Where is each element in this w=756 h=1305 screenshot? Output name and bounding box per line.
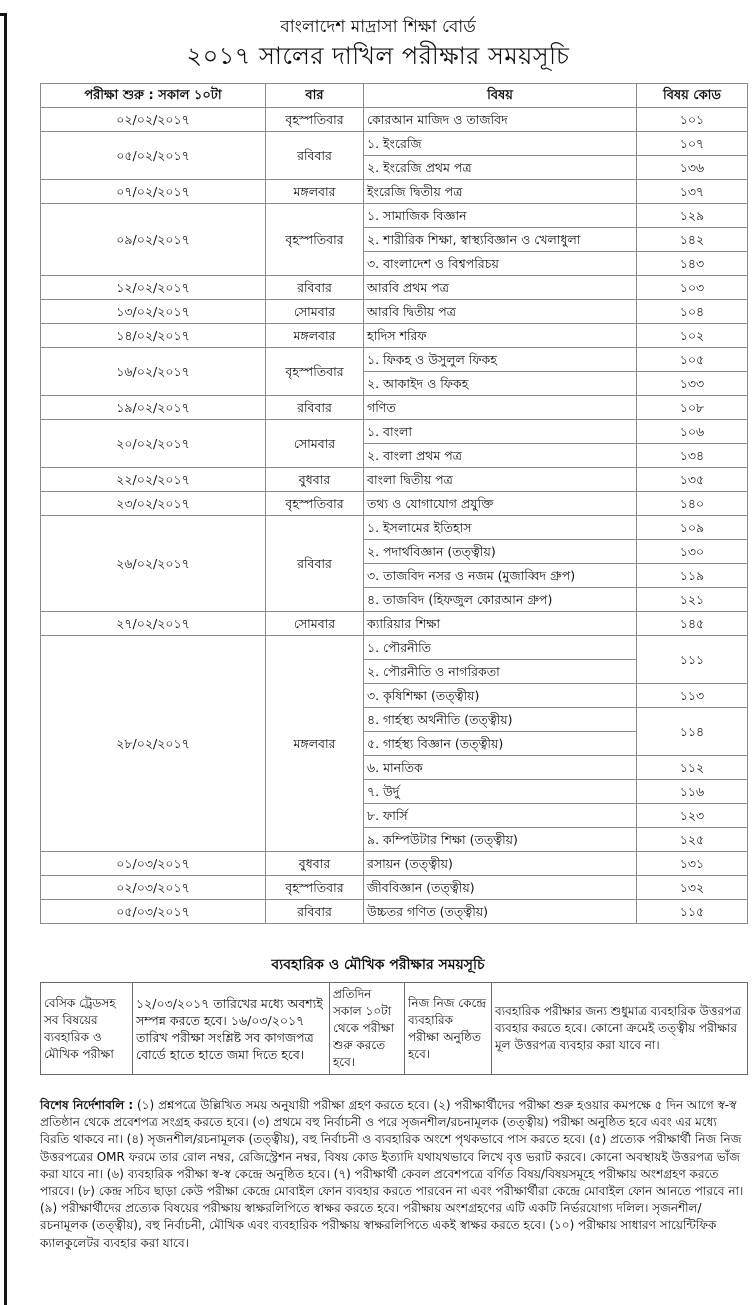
subject-name: আরবি দ্বিতীয় পত্র bbox=[364, 300, 637, 324]
table-row bbox=[41, 468, 748, 492]
practical-deadline: ১২/০৩/২০১৭ তারিখের মধ্যে অবশ্যই সম্পন্ন করতে হবে। ১৬/০৩/২০১৭ তারিখ পরীক্ষা সংশ্লিষ্ট সব কাগজপত্র বোর্ডে হাতে হাতে জমা দিতে হবে। bbox=[133, 983, 330, 1075]
exam-day: বৃহস্পতিবার bbox=[266, 876, 364, 900]
exam-date: ২৩/০২/২০১৭ bbox=[41, 492, 266, 516]
subject-code: ১২৯ bbox=[637, 204, 748, 228]
subject-name: ৪. গার্হস্থ্য অর্থনীতি (তত্ত্বীয়) bbox=[364, 708, 637, 732]
exam-date: ০৭/০২/২০১৭ bbox=[41, 180, 266, 204]
table-row bbox=[41, 396, 748, 420]
subject-name: ২. পদার্থবিজ্ঞান (তত্ত্বীয়) bbox=[364, 540, 637, 564]
exam-day: সোমবার bbox=[266, 300, 364, 324]
table-row bbox=[41, 636, 748, 660]
table-row bbox=[41, 612, 748, 636]
table-row bbox=[41, 420, 748, 444]
practical-start-time: প্রতিদিন সকাল ১০টা থেকে পরীক্ষা শুরু করতে হবে। bbox=[330, 983, 405, 1075]
practical-section-title: ব্যবহারিক ও মৌখিক পরীক্ষার সময়সূচি bbox=[271, 957, 485, 973]
subject-code: ১৩১ bbox=[637, 852, 748, 876]
exam-day: রবিবার bbox=[266, 516, 364, 612]
subject-name: ১. পৌরনীতি bbox=[364, 636, 637, 660]
subject-name: বাংলা দ্বিতীয় পত্র bbox=[364, 468, 637, 492]
exam-day: সোমবার bbox=[266, 612, 364, 636]
exam-day: বৃহস্পতিবার bbox=[266, 204, 364, 276]
subject-code: ১৩৫ bbox=[637, 468, 748, 492]
exam-date: ০২/০২/২০১৭ bbox=[41, 108, 266, 132]
subject-name: ১. বাংলা bbox=[364, 420, 637, 444]
exam-day: রবিবার bbox=[266, 396, 364, 420]
practical-venue: নিজ নিজ কেন্দ্রে ব্যবহারিক পরীক্ষা অনুষ্ঠিত হবে। bbox=[405, 983, 492, 1075]
subject-code: ১১৩ bbox=[637, 684, 748, 708]
table-row bbox=[41, 852, 748, 876]
subject-name: কোরআন মাজিদ ও তাজবিদ bbox=[364, 108, 637, 132]
exam-day: বুধবার bbox=[266, 468, 364, 492]
subject-code: ১০৪ bbox=[637, 300, 748, 324]
exam-date: ১৬/০২/২০১৭ bbox=[41, 348, 266, 396]
table-row bbox=[41, 876, 748, 900]
table-row bbox=[41, 132, 748, 156]
practical-row bbox=[41, 983, 748, 1075]
subject-name: ইংরেজি দ্বিতীয় পত্র bbox=[364, 180, 637, 204]
subject-code: ১৩৩ bbox=[637, 372, 748, 396]
subject-name: ১. ফিকহ ও উসুলুল ফিকহ bbox=[364, 348, 637, 372]
exam-day: রবিবার bbox=[266, 276, 364, 300]
subject-name: তথ্য ও যোগাযোগ প্রযুক্তি bbox=[364, 492, 637, 516]
exam-date: ২০/০২/২০১৭ bbox=[41, 420, 266, 468]
subject-name: ৪. তাজবিদ (হিফজুল কোরআন গ্রুপ) bbox=[364, 588, 637, 612]
practical-answer-sheet-rule: ব্যবহারিক পরীক্ষার জন্য শুধুমাত্র ব্যবহারিক উত্তরপত্র ব্যবহার করতে হবে। কোনো ক্রমেই তত্ত্বীয় পরীক্ষার মূল উত্তরপত্র ব্যবহার করা যাবে না। bbox=[492, 983, 748, 1075]
table-row bbox=[41, 492, 748, 516]
subject-name: উচ্চতর গণিত (তত্ত্বীয়) bbox=[364, 900, 637, 924]
subject-code: ১২১ bbox=[637, 588, 748, 612]
exam-day: রবিবার bbox=[266, 900, 364, 924]
exam-date: ০১/০৩/২০১৭ bbox=[41, 852, 266, 876]
subject-name: ৫. গার্হস্থ্য বিজ্ঞান (তত্ত্বীয়) bbox=[364, 732, 637, 756]
exam-date: ১৩/০২/২০১৭ bbox=[41, 300, 266, 324]
subject-code: ১২৩ bbox=[637, 804, 748, 828]
column-header-day: বার bbox=[266, 84, 364, 108]
subject-name: গণিত bbox=[364, 396, 637, 420]
subject-code: ১১৬ bbox=[637, 780, 748, 804]
table-row bbox=[41, 516, 748, 540]
exam-date: ১৯/০২/২০১৭ bbox=[41, 396, 266, 420]
board-name: বাংলাদেশ মাদ্রাসা শিক্ষা বোর্ড bbox=[280, 17, 476, 37]
subject-code: ১০২ bbox=[637, 324, 748, 348]
subject-code: ১০৮ bbox=[637, 396, 748, 420]
table-row bbox=[41, 108, 748, 132]
subject-code: ১৪৫ bbox=[637, 612, 748, 636]
table-row bbox=[41, 900, 748, 924]
subject-name: ৩. বাংলাদেশ ও বিশ্বপরিচয় bbox=[364, 252, 637, 276]
table-row bbox=[41, 180, 748, 204]
subject-name: ২. পৌরনীতি ও নাগরিকতা bbox=[364, 660, 637, 684]
subject-name: ২. আকাইদ ও ফিকহ bbox=[364, 372, 637, 396]
subject-name: জীববিজ্ঞান (তত্ত্বীয়) bbox=[364, 876, 637, 900]
subject-name: ১. সামাজিক বিজ্ঞান bbox=[364, 204, 637, 228]
exam-date: ০২/০৩/২০১৭ bbox=[41, 876, 266, 900]
subject-code: ১৩০ bbox=[637, 540, 748, 564]
subject-code: ১৪৩ bbox=[637, 252, 748, 276]
column-header-subject: বিষয় bbox=[364, 84, 637, 108]
exam-day: মঙ্গলবার bbox=[266, 180, 364, 204]
table-row bbox=[41, 276, 748, 300]
table-row bbox=[41, 348, 748, 372]
exam-day: বৃহস্পতিবার bbox=[266, 492, 364, 516]
subject-code: ১১২ bbox=[637, 756, 748, 780]
subject-code: ১১৪ bbox=[637, 708, 748, 756]
column-header-date: পরীক্ষা শুরু : সকাল ১০টা bbox=[41, 84, 266, 108]
table-row bbox=[41, 324, 748, 348]
subject-code: ১৩৬ bbox=[637, 156, 748, 180]
exam-date: ২৬/০২/২০১৭ bbox=[41, 516, 266, 612]
exam-date: ০৯/০২/২০১৭ bbox=[41, 204, 266, 276]
subject-code: ১০৩ bbox=[637, 276, 748, 300]
subject-name: হাদিস শরিফ bbox=[364, 324, 637, 348]
special-instructions bbox=[40, 1097, 747, 1252]
subject-name: আরবি প্রথম পত্র bbox=[364, 276, 637, 300]
practical-schedule-table bbox=[40, 982, 748, 1075]
subject-code: ১২৫ bbox=[637, 828, 748, 852]
exam-day: মঙ্গলবার bbox=[266, 636, 364, 852]
subject-code: ১৩২ bbox=[637, 876, 748, 900]
subject-code: ১৪০ bbox=[637, 492, 748, 516]
exam-date: ০৫/০২/২০১৭ bbox=[41, 132, 266, 180]
table-row bbox=[41, 204, 748, 228]
exam-schedule-table bbox=[40, 83, 748, 924]
subject-code: ১০৫ bbox=[637, 348, 748, 372]
subject-code: ১১৯ bbox=[637, 564, 748, 588]
exam-day: সোমবার bbox=[266, 420, 364, 468]
exam-day: বুধবার bbox=[266, 852, 364, 876]
subject-name: ২. শারীরিক শিক্ষা, স্বাস্থ্যবিজ্ঞান ও খেলাধুলা bbox=[364, 228, 637, 252]
exam-date: ১২/০২/২০১৭ bbox=[41, 276, 266, 300]
page-border-left bbox=[4, 13, 7, 1305]
subject-name: ৩. তাজবিদ নসর ও নজম (মুজাব্বিদ গ্রুপ) bbox=[364, 564, 637, 588]
special-instructions-body: (১) প্রশ্নপত্রে উল্লিখিত সময় অনুযায়ী পরীক্ষা গ্রহণ করতে হবে। (২) পরীক্ষার্থীদের পরীক্ষা শুরু হওয়ার কমপক্ষে ৫ দিন আগে স্ব-স্ব প্রতিষ্ঠান থেকে প্রবেশপত্র সংগ্রহ করতে হবে। (৩) প্রথমে বহু নির্বাচনী ও পরে সৃজনশীল/রচনামূলক (তত্ত্বীয়) পরীক্ষা অনুষ্ঠিত হবে এবং এর মধ্যে বিরতি থাকবে না। (৪) সৃজনশীল/রচনামূলক (তত্ত্বীয়), বহু নির্বাচনী ও ব্যবহারিক অংশে পৃথকভাবে পাস করতে হবে। (৫) প্রত্যেক পরীক্ষার্থী নিজ নিজ উত্তরপত্রের OMR ফরমে তার রোল নম্বর, রেজিস্ট্রেশন নম্বর, বিষয় কোড ইত্যাদি যথাযথভাবে লিখে বৃত্ত ভরাট করবে। কোনো অবস্থায়ই উত্তরপত্র ভাঁজ করা যাবে না। (৬) ব্যবহারিক পরীক্ষা স্ব-স্ব কেন্দ্রে অনুষ্ঠিত হবে। (৭) পরীক্ষার্থী কেবল প্রবেশপত্রে বর্ণিত বিষয়/বিষয়সমূহে পরীক্ষায় অংশগ্রহণ করতে পারবে। (৮) কেন্দ্র সচিব ছাড়া কেউ পরীক্ষা কেন্দ্রে মোবাইল ফোন ব্যবহার করতে পারবেন না এবং পরীক্ষার্থীরা কেন্দ্রে মোবাইল ফোন আনতে পারবে না। (৯) পরীক্ষার্থীদের প্রত্যেক বিষয়ের পরীক্ষায় স্বাক্ষরলিপিতে স্বাক্ষর করতে হবে। পরীক্ষায় অংশগ্রহণের এটি একটি নির্ভরযোগ্য দলিল। সৃজনশীল/রচনামূলক (তত্ত্বীয়), বহু নির্বাচনী, মৌখিক এবং ব্যবহারিক পরীক্ষায় স্বাক্ষরলিপিতে একই স্বাক্ষর করতে হবে। (১০) পরীক্ষায় সাধারণ সায়েন্টিফিক ক্যালকুলেটর ব্যবহার করা যাবে। bbox=[40, 1098, 744, 1250]
exam-date: ২৮/০২/২০১৭ bbox=[41, 636, 266, 852]
subject-name: ৮. ফার্সি bbox=[364, 804, 637, 828]
subject-name: ৩. কৃষিশিক্ষা (তত্ত্বীয়) bbox=[364, 684, 637, 708]
exam-date: ১৪/০২/২০১৭ bbox=[41, 324, 266, 348]
table-body bbox=[41, 108, 748, 924]
subject-name: রসায়ন (তত্ত্বীয়) bbox=[364, 852, 637, 876]
exam-date: ২৭/০২/২০১৭ bbox=[41, 612, 266, 636]
subject-code: ১৪২ bbox=[637, 228, 748, 252]
exam-date: ০৫/০৩/২০১৭ bbox=[41, 900, 266, 924]
exam-date: ২২/০২/২০১৭ bbox=[41, 468, 266, 492]
subject-code: ১০৯ bbox=[637, 516, 748, 540]
subject-code: ১১৫ bbox=[637, 900, 748, 924]
subject-code: ১৩৭ bbox=[637, 180, 748, 204]
practical-exam-type: বেসিক ট্রেডসহ সব বিষয়ের ব্যবহারিক ও মৌখিক পরীক্ষা bbox=[41, 983, 133, 1075]
column-header-code: বিষয় কোড bbox=[637, 84, 748, 108]
subject-code: ১০৭ bbox=[637, 132, 748, 156]
table-row bbox=[41, 300, 748, 324]
table-header-row bbox=[41, 84, 748, 108]
exam-day: মঙ্গলবার bbox=[266, 324, 364, 348]
subject-name: ২. বাংলা প্রথম পত্র bbox=[364, 444, 637, 468]
subject-name: ১. ইংরেজি bbox=[364, 132, 637, 156]
subject-name: ২. ইংরেজি প্রথম পত্র bbox=[364, 156, 637, 180]
subject-code: ১৩৪ bbox=[637, 444, 748, 468]
subject-code: ১০১ bbox=[637, 108, 748, 132]
exam-day: রবিবার bbox=[266, 132, 364, 180]
exam-day: বৃহস্পতিবার bbox=[266, 348, 364, 396]
page-title: ২০১৭ সালের দাখিল পরীক্ষার সময়সূচি bbox=[186, 42, 570, 70]
subject-name: ১. ইসলামের ইতিহাস bbox=[364, 516, 637, 540]
exam-day: বৃহস্পতিবার bbox=[266, 108, 364, 132]
subject-code: ১০৬ bbox=[637, 420, 748, 444]
subject-name: ৭. উর্দু bbox=[364, 780, 637, 804]
subject-code: ১১১ bbox=[637, 636, 748, 684]
special-instructions-heading: বিশেষ নির্দেশাবলি : bbox=[40, 1098, 134, 1112]
subject-name: ক্যারিয়ার শিক্ষা bbox=[364, 612, 637, 636]
subject-name: ৬. মানতিক bbox=[364, 756, 637, 780]
subject-name: ৯. কম্পিউটার শিক্ষা (তত্ত্বীয়) bbox=[364, 828, 637, 852]
